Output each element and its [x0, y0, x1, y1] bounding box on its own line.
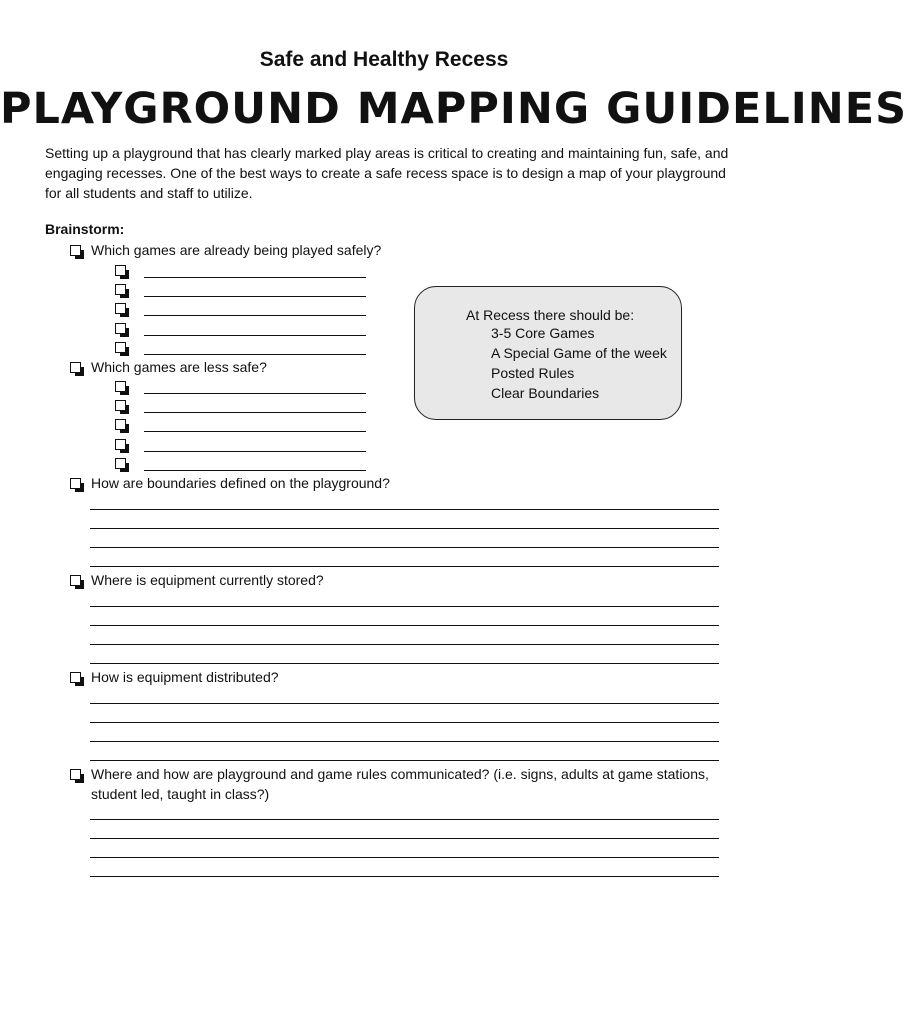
answer-item: [115, 337, 366, 357]
answer-line[interactable]: [90, 566, 719, 567]
brainstorm-heading: Brainstorm:: [45, 221, 125, 237]
answer-line[interactable]: [90, 528, 719, 529]
checkbox-icon[interactable]: [115, 284, 126, 295]
answer-line[interactable]: [90, 644, 719, 645]
answer-line[interactable]: [90, 760, 719, 761]
answer-line[interactable]: [90, 857, 719, 858]
answer-item: [115, 318, 366, 338]
callout-caption: At Recess there should be:: [466, 307, 635, 323]
recess-callout-box: [414, 286, 682, 420]
page-subtitle: Safe and Healthy Recess: [259, 48, 509, 71]
answer-line[interactable]: [90, 625, 719, 626]
answer-item: [115, 434, 366, 454]
answer-item: [115, 279, 366, 299]
question-text: How is equipment distributed?: [91, 669, 279, 685]
question-text: Which games are already being played safely?: [91, 242, 382, 258]
question-boundaries: [70, 473, 390, 493]
question-rules-communicated: [70, 764, 710, 804]
answer-line[interactable]: [90, 819, 719, 820]
checkbox-icon[interactable]: [115, 323, 126, 334]
answer-line[interactable]: [90, 722, 719, 723]
checkbox-icon[interactable]: [115, 303, 126, 314]
question-text: How are boundaries defined on the playground?: [91, 475, 390, 491]
answer-blank[interactable]: [144, 456, 366, 471]
checkbox-icon[interactable]: [70, 575, 81, 586]
callout-item: A Special Game of the week: [491, 345, 667, 361]
question-text: Where and how are playground and game rules communicated? (i.e. signs, adults at game stations, student led, taught in class?): [91, 766, 709, 802]
answer-item: [115, 376, 366, 396]
question-equipment-stored: [70, 570, 324, 590]
answer-blank[interactable]: [144, 417, 366, 432]
callout-item: Clear Boundaries: [491, 385, 600, 401]
checkbox-icon[interactable]: [115, 458, 126, 469]
answer-line[interactable]: [90, 547, 719, 548]
checkbox-icon[interactable]: [115, 439, 126, 450]
checkbox-icon[interactable]: [70, 672, 81, 683]
answer-blank[interactable]: [144, 321, 366, 336]
checkbox-icon[interactable]: [115, 342, 126, 353]
answer-blank[interactable]: [144, 263, 366, 278]
answer-line[interactable]: [90, 663, 719, 664]
answer-blank[interactable]: [144, 282, 366, 297]
answer-item: [115, 453, 366, 473]
callout-item: 3-5 Core Games: [491, 325, 595, 341]
answer-line[interactable]: [90, 876, 719, 877]
intro-paragraph: Setting up a playground that has clearly marked play areas is critical to creating and maintaining fun, safe, and engaging recesses. One of the best ways to create a safe recess space is to design a map of your playground for all students and staff to utilize.: [45, 145, 729, 201]
answer-blank[interactable]: [144, 340, 366, 355]
checkbox-icon[interactable]: [115, 419, 126, 430]
answer-line[interactable]: [90, 606, 719, 607]
answer-line[interactable]: [90, 838, 719, 839]
question-safe-games: [70, 240, 381, 260]
answer-item: [115, 414, 366, 434]
answer-line[interactable]: [90, 703, 719, 704]
answer-blank[interactable]: [144, 301, 366, 316]
question-text: Where is equipment currently stored?: [91, 572, 324, 588]
checkbox-icon[interactable]: [115, 400, 126, 411]
checkbox-icon[interactable]: [70, 362, 81, 373]
answer-item: [115, 395, 366, 415]
question-less-safe-games: [70, 357, 267, 377]
question-equipment-distributed: [70, 667, 279, 687]
answer-item: [115, 260, 366, 280]
answer-item: [115, 298, 366, 318]
checkbox-icon[interactable]: [70, 245, 81, 256]
checkbox-icon[interactable]: [115, 381, 126, 392]
answer-line[interactable]: [90, 509, 719, 510]
answer-blank[interactable]: [144, 379, 366, 394]
checkbox-icon[interactable]: [70, 478, 81, 489]
answer-blank[interactable]: [144, 398, 366, 413]
answer-line[interactable]: [90, 741, 719, 742]
page-title: PLAYGROUND MAPPING GUIDELINES: [0, 84, 907, 134]
callout-item: Posted Rules: [491, 365, 575, 381]
answer-blank[interactable]: [144, 437, 366, 452]
checkbox-icon[interactable]: [115, 265, 126, 276]
checkbox-icon[interactable]: [70, 769, 81, 780]
question-text: Which games are less safe?: [91, 359, 267, 375]
